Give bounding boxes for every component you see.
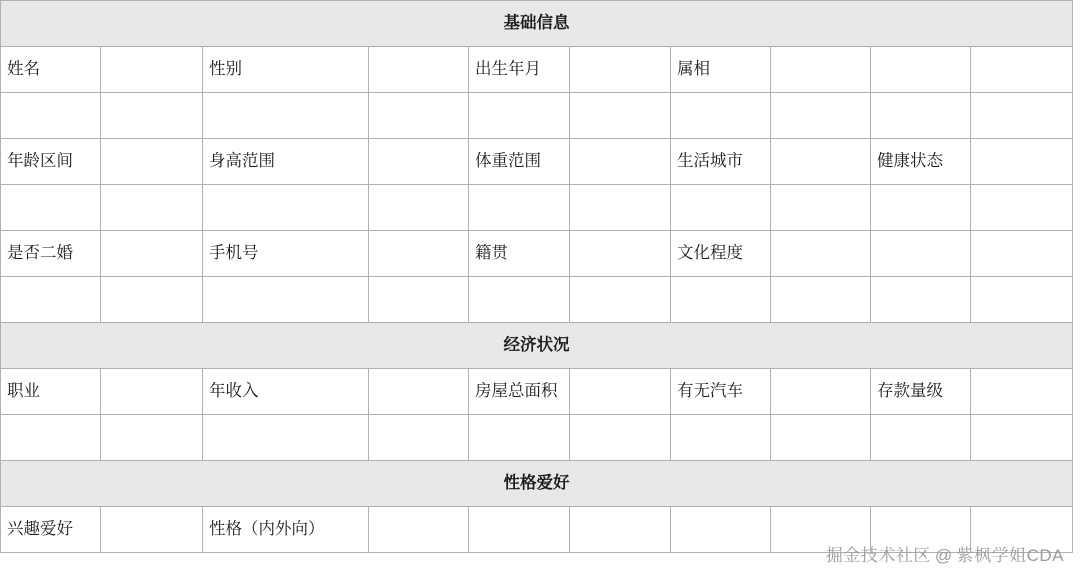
- cell-birth-label[interactable]: 出生年月: [469, 47, 570, 93]
- cell-empty[interactable]: [1, 277, 101, 323]
- cell-empty[interactable]: [971, 277, 1073, 323]
- cell-empty[interactable]: [469, 93, 570, 139]
- cell-zodiac-label[interactable]: 属相: [671, 47, 771, 93]
- cell-occupation-label[interactable]: 职业: [1, 369, 101, 415]
- cell-empty[interactable]: [369, 415, 469, 461]
- cell-empty[interactable]: [971, 93, 1073, 139]
- cell-empty[interactable]: [671, 415, 771, 461]
- cell-income-value[interactable]: [369, 369, 469, 415]
- cell-empty[interactable]: [369, 93, 469, 139]
- cell-empty[interactable]: [1, 415, 101, 461]
- cell-gender-label[interactable]: 性别: [203, 47, 369, 93]
- table-row: [1, 185, 1073, 231]
- cell-empty[interactable]: [671, 93, 771, 139]
- section-header-row: [1, 323, 1073, 369]
- cell-car-label[interactable]: 有无汽车: [671, 369, 771, 415]
- cell-age-range-label[interactable]: 年龄区间: [1, 139, 101, 185]
- cell-name-label[interactable]: 姓名: [1, 47, 101, 93]
- table-row: [1, 47, 1073, 93]
- cell-house-area-value[interactable]: [570, 369, 671, 415]
- cell-age-range-value[interactable]: [101, 139, 203, 185]
- cell-empty[interactable]: [671, 507, 771, 553]
- cell-empty[interactable]: [570, 507, 671, 553]
- cell-education-label[interactable]: 文化程度: [671, 231, 771, 277]
- cell-empty[interactable]: [101, 277, 203, 323]
- cell-empty[interactable]: [871, 185, 971, 231]
- cell-empty[interactable]: [871, 47, 971, 93]
- cell-savings-value[interactable]: [971, 369, 1073, 415]
- cell-savings-label[interactable]: 存款量级: [871, 369, 971, 415]
- cell-height-range-value[interactable]: [369, 139, 469, 185]
- cell-car-value[interactable]: [771, 369, 871, 415]
- cell-empty[interactable]: [971, 415, 1073, 461]
- cell-empty[interactable]: [469, 415, 570, 461]
- cell-empty[interactable]: [871, 277, 971, 323]
- cell-empty[interactable]: [469, 277, 570, 323]
- cell-gender-value[interactable]: [369, 47, 469, 93]
- watermark-site: 掘金技术社区: [825, 546, 931, 565]
- cell-empty[interactable]: [871, 93, 971, 139]
- cell-empty[interactable]: [771, 93, 871, 139]
- cell-hobby-label[interactable]: 兴趣爱好: [1, 507, 101, 553]
- cell-height-range-label[interactable]: 身高范围: [203, 139, 369, 185]
- cell-empty[interactable]: [203, 415, 369, 461]
- cell-origin-label[interactable]: 籍贯: [469, 231, 570, 277]
- cell-empty[interactable]: [570, 415, 671, 461]
- cell-remarriage-label[interactable]: 是否二婚: [1, 231, 101, 277]
- table-row: [1, 277, 1073, 323]
- section-title-basic: 基础信息: [1, 1, 1073, 47]
- cell-health-label[interactable]: 健康状态: [871, 139, 971, 185]
- cell-empty[interactable]: [101, 93, 203, 139]
- cell-origin-value[interactable]: [570, 231, 671, 277]
- cell-city-value[interactable]: [771, 139, 871, 185]
- cell-empty[interactable]: [203, 277, 369, 323]
- cell-empty[interactable]: [871, 415, 971, 461]
- watermark: [826, 541, 1064, 566]
- cell-empty[interactable]: [469, 507, 570, 553]
- cell-empty[interactable]: [570, 185, 671, 231]
- cell-empty[interactable]: [771, 415, 871, 461]
- cell-empty[interactable]: [570, 277, 671, 323]
- cell-remarriage-value[interactable]: [101, 231, 203, 277]
- cell-house-area-label[interactable]: 房屋总面积: [469, 369, 570, 415]
- section-title-personality: 性格爱好: [1, 461, 1073, 507]
- cell-empty[interactable]: [101, 185, 203, 231]
- cell-hobby-value[interactable]: [101, 507, 203, 553]
- table-row: [1, 93, 1073, 139]
- cell-empty[interactable]: [871, 231, 971, 277]
- cell-weight-range-label[interactable]: 体重范围: [469, 139, 570, 185]
- table-row: [1, 415, 1073, 461]
- cell-name-value[interactable]: [101, 47, 203, 93]
- cell-phone-value[interactable]: [369, 231, 469, 277]
- cell-empty[interactable]: [671, 277, 771, 323]
- table-row: [1, 139, 1073, 185]
- cell-empty[interactable]: [1, 185, 101, 231]
- cell-empty[interactable]: [203, 185, 369, 231]
- cell-empty[interactable]: [570, 93, 671, 139]
- watermark-author: 紫枫学姐CDA: [956, 546, 1064, 565]
- cell-empty[interactable]: [469, 185, 570, 231]
- table-row: [1, 231, 1073, 277]
- cell-weight-range-value[interactable]: [570, 139, 671, 185]
- cell-personality-label[interactable]: 性格（内外向）: [203, 507, 369, 553]
- cell-birth-value[interactable]: [570, 47, 671, 93]
- cell-city-label[interactable]: 生活城市: [671, 139, 771, 185]
- cell-empty[interactable]: [771, 185, 871, 231]
- cell-empty[interactable]: [369, 277, 469, 323]
- watermark-at: @: [934, 546, 953, 565]
- cell-empty[interactable]: [671, 185, 771, 231]
- section-title-economy: 经济状况: [1, 323, 1073, 369]
- cell-zodiac-value[interactable]: [771, 47, 871, 93]
- cell-empty[interactable]: [1, 93, 101, 139]
- cell-education-value[interactable]: [771, 231, 871, 277]
- cell-occupation-value[interactable]: [101, 369, 203, 415]
- cell-health-value[interactable]: [971, 139, 1073, 185]
- cell-empty[interactable]: [369, 185, 469, 231]
- section-header-row: [1, 1, 1073, 47]
- cell-personality-value[interactable]: [369, 507, 469, 553]
- cell-empty[interactable]: [203, 93, 369, 139]
- cell-phone-label[interactable]: 手机号: [203, 231, 369, 277]
- cell-empty[interactable]: [971, 47, 1073, 93]
- cell-empty[interactable]: [971, 231, 1073, 277]
- cell-empty[interactable]: [971, 185, 1073, 231]
- cell-empty[interactable]: [771, 277, 871, 323]
- cell-empty[interactable]: [101, 415, 203, 461]
- table-row: [1, 369, 1073, 415]
- section-header-row: [1, 461, 1073, 507]
- cell-income-label[interactable]: 年收入: [203, 369, 369, 415]
